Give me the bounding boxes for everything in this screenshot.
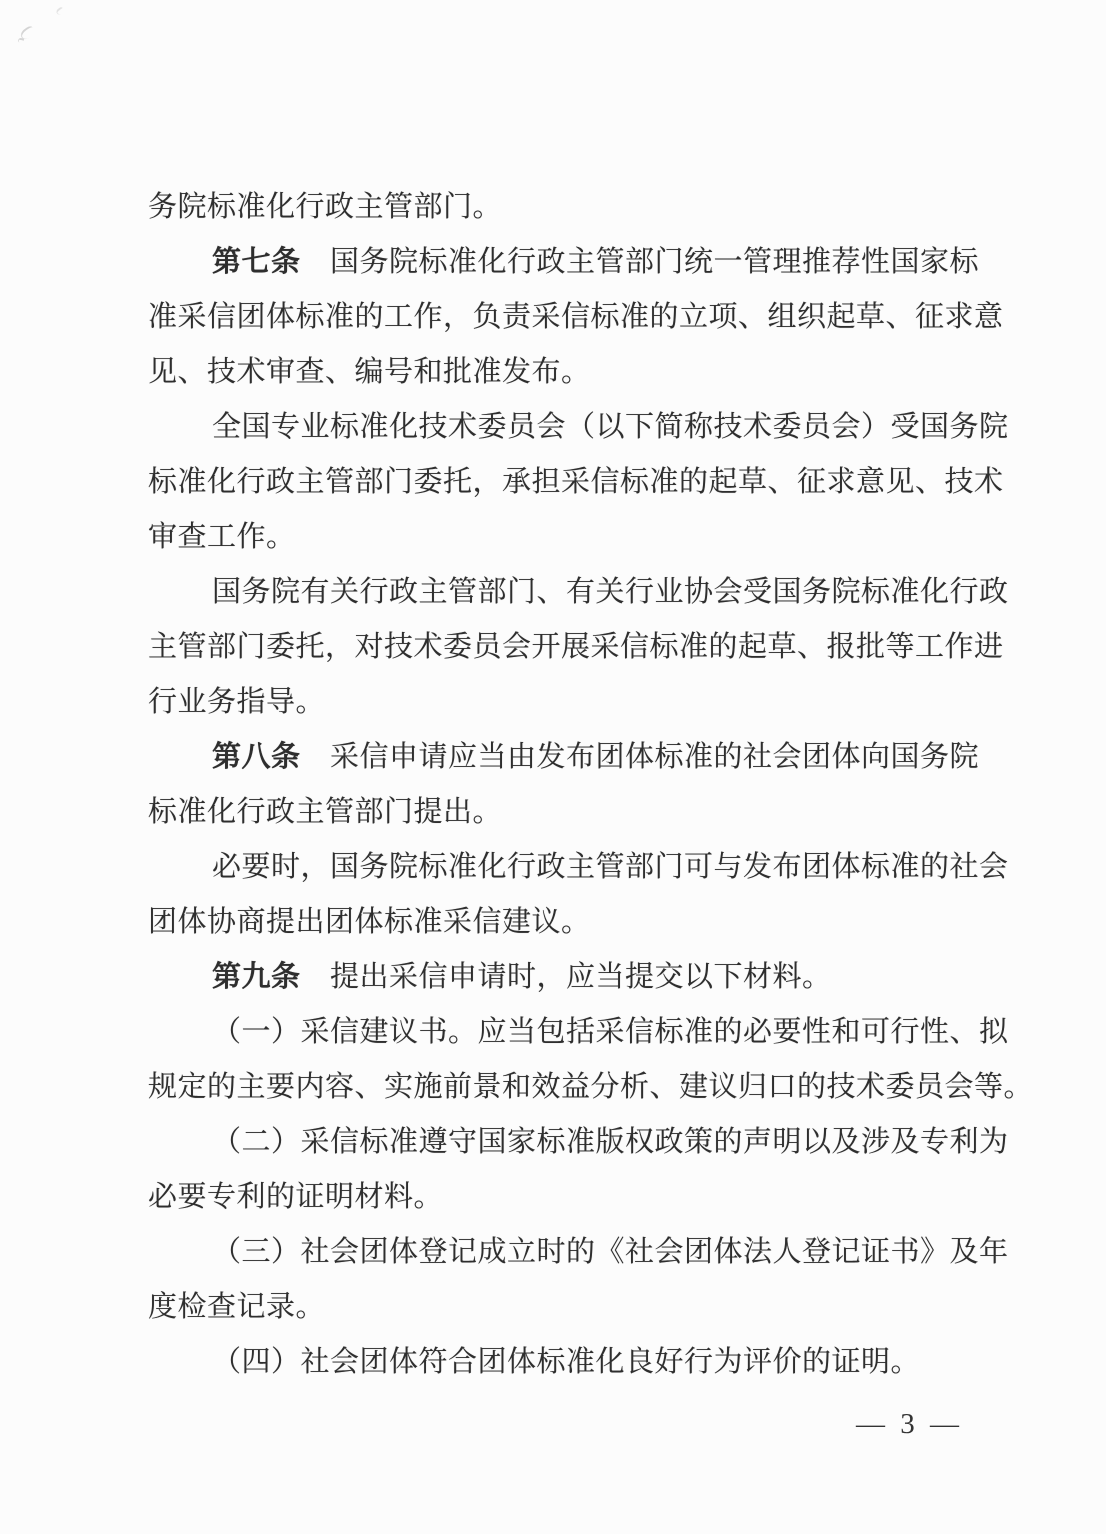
text-line [148, 400, 1008, 455]
text-line [148, 235, 1008, 290]
text-line [148, 620, 1008, 675]
text-segment: 务院标准化行政主管部门。 [148, 191, 503, 223]
text-line [148, 840, 1008, 895]
text-segment: 规定的主要内容、实施前景和效益分析、建议归口的技术委员会等。 [148, 1071, 1034, 1103]
text-line [148, 1335, 1008, 1390]
article-number: 第九条 [212, 961, 301, 993]
text-line [148, 345, 1008, 400]
text-segment: 行业务指导。 [148, 686, 326, 718]
text-line [148, 1115, 1008, 1170]
text-segment: 见、技术审查、编号和批准发布。 [148, 356, 591, 388]
text-line [148, 1060, 1034, 1115]
text-line [148, 290, 1008, 345]
text-line [148, 950, 1008, 1005]
scan-artifact [17, 37, 24, 43]
text-segment: 国务院标准化行政主管部门统一管理推荐性国家标 [300, 246, 980, 278]
text-segment: 主管部门委托，对技术委员会开展采信标准的起草、报批等工作进 [148, 631, 1004, 663]
text-line [148, 565, 1008, 620]
text-segment: 必要专利的证明材料。 [148, 1181, 444, 1213]
text-segment: （四）社会团体符合团体标准化良好行为评价的证明。 [212, 1346, 921, 1378]
text-segment: 审查工作。 [148, 521, 296, 553]
text-segment: （一）采信建议书。应当包括采信标准的必要性和可行性、拟 [212, 1016, 1009, 1048]
text-line [148, 1225, 1008, 1280]
text-segment: 全国专业标准化技术委员会（以下简称技术委员会）受国务院 [212, 411, 1009, 443]
text-line [148, 1005, 1008, 1060]
text-segment: 团体协商提出团体标准采信建议。 [148, 906, 591, 938]
text-line [148, 1170, 1008, 1225]
text-line [148, 510, 1008, 565]
document-body [148, 180, 1034, 1390]
article-number: 第七条 [212, 246, 301, 278]
text-segment: 提出采信申请时，应当提交以下材料。 [300, 961, 832, 993]
scan-artifact [55, 6, 65, 16]
text-segment: 必要时，国务院标准化行政主管部门可与发布团体标准的社会 [212, 851, 1009, 883]
text-line [148, 730, 1008, 785]
text-line [148, 455, 1008, 510]
article-number: 第八条 [212, 741, 301, 773]
text-segment: 采信申请应当由发布团体标准的社会团体向国务院 [300, 741, 980, 773]
text-segment: 度检查记录。 [148, 1291, 326, 1323]
text-line [148, 180, 1008, 235]
text-segment: 标准化行政主管部门委托，承担采信标准的起草、征求意见、技术 [148, 466, 1004, 498]
page-number: — 3 — [856, 1408, 963, 1440]
text-segment: 准采信团体标准的工作，负责采信标准的立项、组织起草、征求意 [148, 301, 1004, 333]
text-segment: 国务院有关行政主管部门、有关行业协会受国务院标准化行政 [212, 576, 1009, 608]
text-segment: （二）采信标准遵守国家标准版权政策的声明以及涉及专利为 [212, 1126, 1009, 1158]
text-line [148, 785, 1008, 840]
text-segment: 标准化行政主管部门提出。 [148, 796, 503, 828]
text-line [148, 895, 1008, 950]
text-segment: （三）社会团体登记成立时的《社会团体法人登记证书》及年 [212, 1236, 1009, 1268]
text-line [148, 675, 1008, 730]
text-line [148, 1280, 1008, 1335]
